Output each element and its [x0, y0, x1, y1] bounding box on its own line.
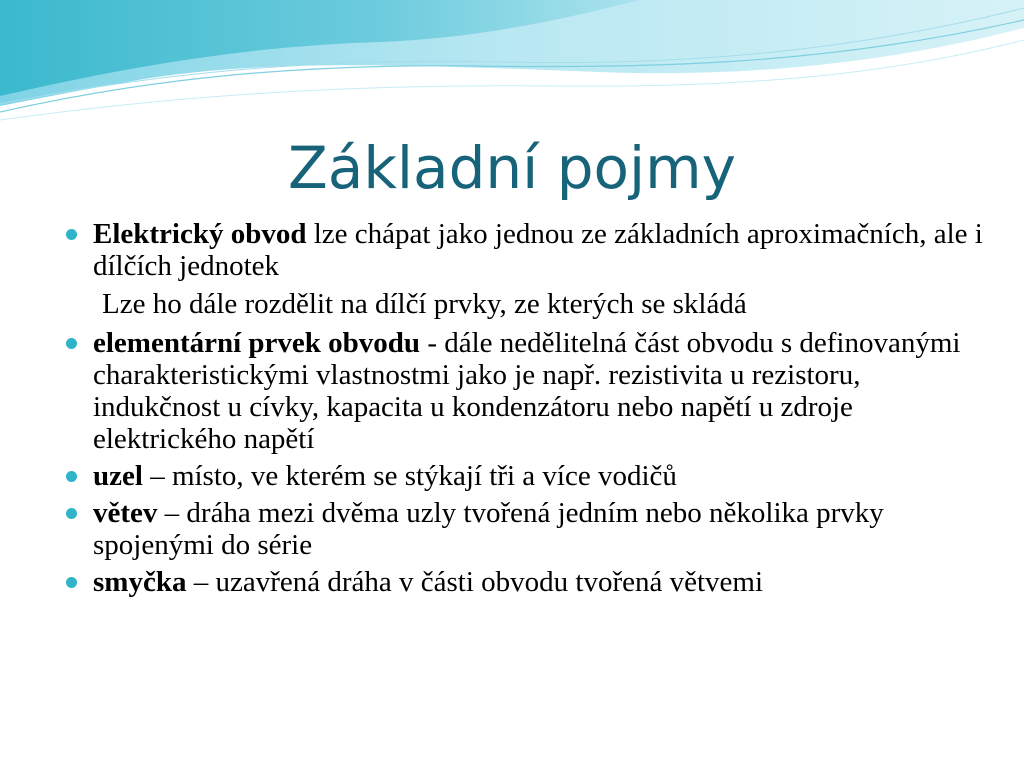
bullet-dot-icon [66, 229, 77, 240]
bullet-item-elementary-element [64, 327, 984, 455]
bullet-dot-icon [66, 508, 77, 519]
bullet-term: uzel [93, 460, 143, 492]
slide-title: Základní pojmy [288, 134, 736, 202]
bullet-dot-icon [66, 577, 77, 588]
bullet-dot-icon [66, 338, 77, 349]
bullet-item-node [64, 460, 984, 492]
bullet-list [64, 218, 984, 603]
bullet-item-loop [64, 566, 984, 598]
bullet-term: Elektrický obvod [93, 218, 307, 250]
bullet-text: - dále nedělitelná část obvodu s definovanými charakteristickými vlastnostmi jako je např. rezistivita u rezistoru, indukčnost u cívky, kapacita u kondenzátoru nebo napětí u zdroje elektrického napětí [93, 327, 961, 455]
bullet-item-branch [64, 497, 984, 561]
decorative-wave-header [0, 0, 1024, 130]
bullet-text: lze chápat jako jednou ze základních aproximačních, ale i dílčích jednotek [93, 218, 983, 282]
sub-text-line: Lze ho dále rozdělit na dílčí prvky, ze kterých se skládá [102, 288, 747, 320]
bullet-text: – místo, ve kterém se stýkají tři a více vodičů [142, 460, 677, 492]
bullet-dot-icon [66, 471, 77, 482]
bullet-term: elementární prvek obvodu [93, 327, 421, 359]
bullet-text: – uzavřená dráha v části obvodu tvořená větvemi [186, 566, 764, 598]
bullet-term: smyčka [93, 566, 187, 598]
bullet-text: – dráha mezi dvěma uzly tvořená jedním nebo několika prvky spojenými do série [93, 497, 884, 561]
bullet-term: větev [93, 497, 158, 529]
bullet-item-electric-circuit [64, 218, 984, 282]
